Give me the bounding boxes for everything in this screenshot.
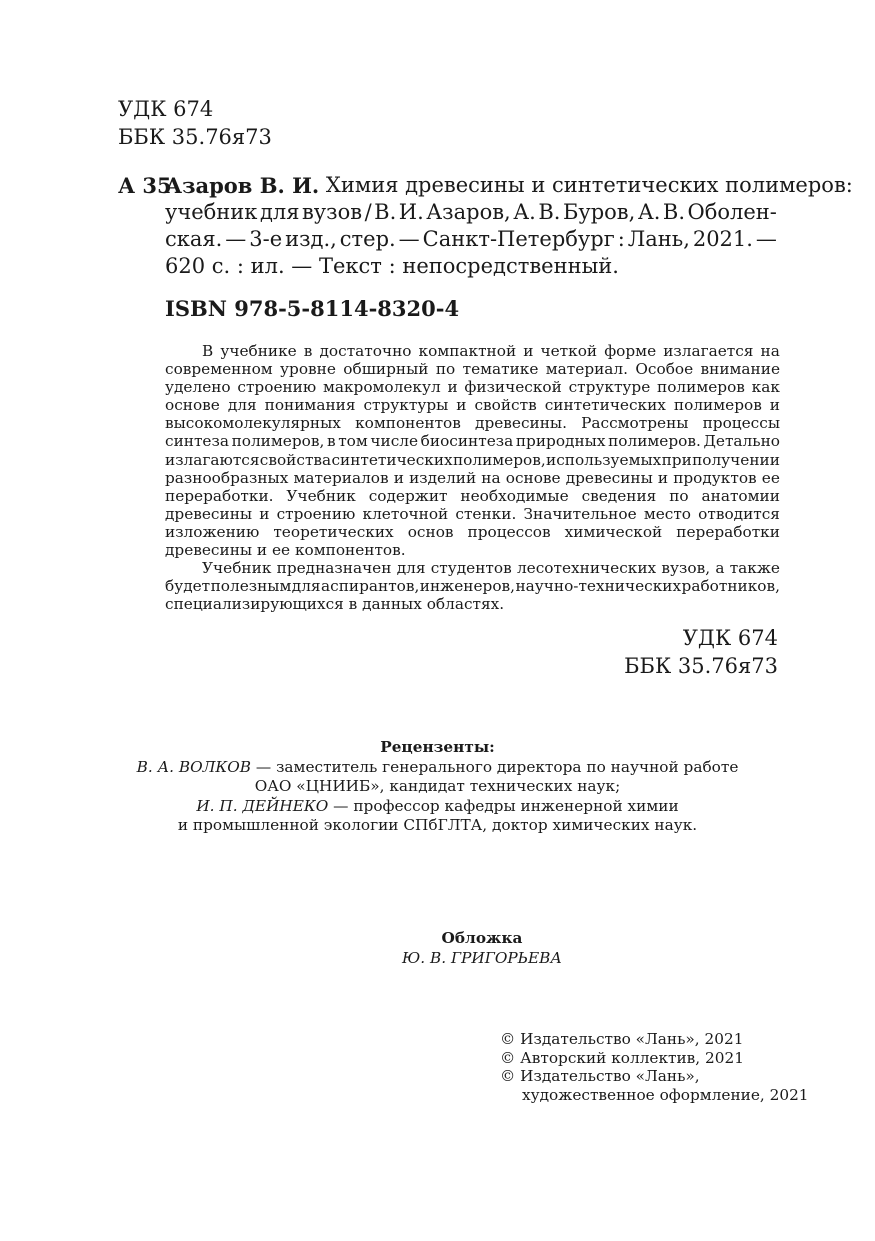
bbk-code: ББК 35.76я73: [624, 654, 778, 678]
reviewer-1: [100, 758, 775, 778]
udk-code: УДК 674: [118, 97, 214, 121]
author-sign: А 35: [118, 173, 172, 198]
entry-line: [165, 172, 853, 199]
copyright-block: [500, 1030, 809, 1104]
annotation-line: древесины и строению клеточной стенки. Значительное место отводится: [165, 504, 780, 523]
entry-author: Азаров В. И.: [165, 173, 320, 198]
annotation-line: современном уровне обширный по тематике материал. Особое внимание: [165, 360, 780, 379]
entry-line: учебник для вузов / В. И. Азаров, А. В. Буров, А. В. Оболен-: [165, 200, 777, 224]
reviewer-2-name: И. П. ДЕЙНЕКО: [196, 796, 329, 815]
annotation-line: разнообразных материалов и изделий на основе древесины и продуктов ее: [165, 468, 780, 487]
annotation-line: высокомолекулярных компонентов древесины. Рассмотрены процессы: [165, 414, 780, 433]
annotation-line: будет полезным для аспирантов, инженеров, научно-технических работников,: [165, 577, 780, 596]
annotation-line: специализирующихся в данных областях.: [165, 595, 505, 614]
annotation-line: синтеза полимеров, в том числе биосинтеза природных полимеров. Детально: [165, 432, 780, 451]
annotation-line: уделено строению макромолекул и физической структуре полимеров как: [165, 378, 780, 397]
annotation-line: древесины и ее компонентов.: [165, 541, 406, 560]
reviewers-heading: Рецензенты:: [380, 738, 495, 756]
copyright-line: © Издательство «Лань», 2021: [500, 1030, 744, 1048]
annotation: [165, 342, 780, 613]
reviewer-1-affiliation: ОАО «ЦНИИБ», кандидат технических наук;: [254, 777, 621, 795]
bibliographic-entry: [165, 172, 853, 280]
annotation-line: основе для понимания структуры и свойств синтетических полимеров и: [165, 396, 780, 415]
entry-title: Химия древесины и синтетических полимеров:: [325, 173, 853, 197]
classification-codes-bottom: [560, 624, 778, 680]
reviewer-2: [100, 797, 775, 817]
copyright-line: © Авторский коллектив, 2021: [500, 1048, 744, 1067]
reviewers-block: [100, 738, 775, 836]
copyright-line: художественное оформление, 2021: [522, 1085, 809, 1104]
annotation-line: изложению теоретических основ процессов химической переработки: [165, 522, 780, 541]
isbn: ISBN 978-5-8114-8320-4: [165, 296, 460, 321]
bbk-code: ББК 35.76я73: [118, 125, 272, 149]
reviewer-1-role: — заместитель генерального директора по научной работе: [251, 757, 739, 776]
annotation-line: переработки. Учебник содержит необходимые сведения по анатомии: [165, 486, 780, 505]
annotation-line: излагаются свойства синтетических полимеров, используемых при получении: [165, 450, 780, 469]
entry-line: ская. — 3-е изд., стер. — Санкт-Петербург : Лань, 2021. —: [165, 227, 777, 251]
udk-code: УДК 674: [682, 626, 778, 650]
classification-codes-top: [118, 95, 272, 151]
annotation-line: В учебнике в достаточно компактной и четкой форме излагается на: [202, 342, 780, 360]
entry-line: 620 с. : ил. — Текст : непосредственный.: [165, 254, 619, 278]
reviewer-2-role: — профессор кафедры инженерной химии: [328, 796, 679, 815]
cover-heading: Обложка: [441, 929, 523, 947]
reviewer-2-affiliation: и промышленной экологии СПбГЛТА, доктор химических наук.: [177, 816, 698, 834]
copyright-line: © Издательство «Лань»,: [500, 1067, 700, 1085]
annotation-line: Учебник предназначен для студентов лесотехнических вузов, а также: [202, 559, 780, 578]
cover-credit: [300, 929, 664, 968]
cover-designer: Ю. В. ГРИГОРЬЕВА: [402, 948, 562, 967]
reviewer-1-name: В. А. ВОЛКОВ: [136, 757, 252, 776]
